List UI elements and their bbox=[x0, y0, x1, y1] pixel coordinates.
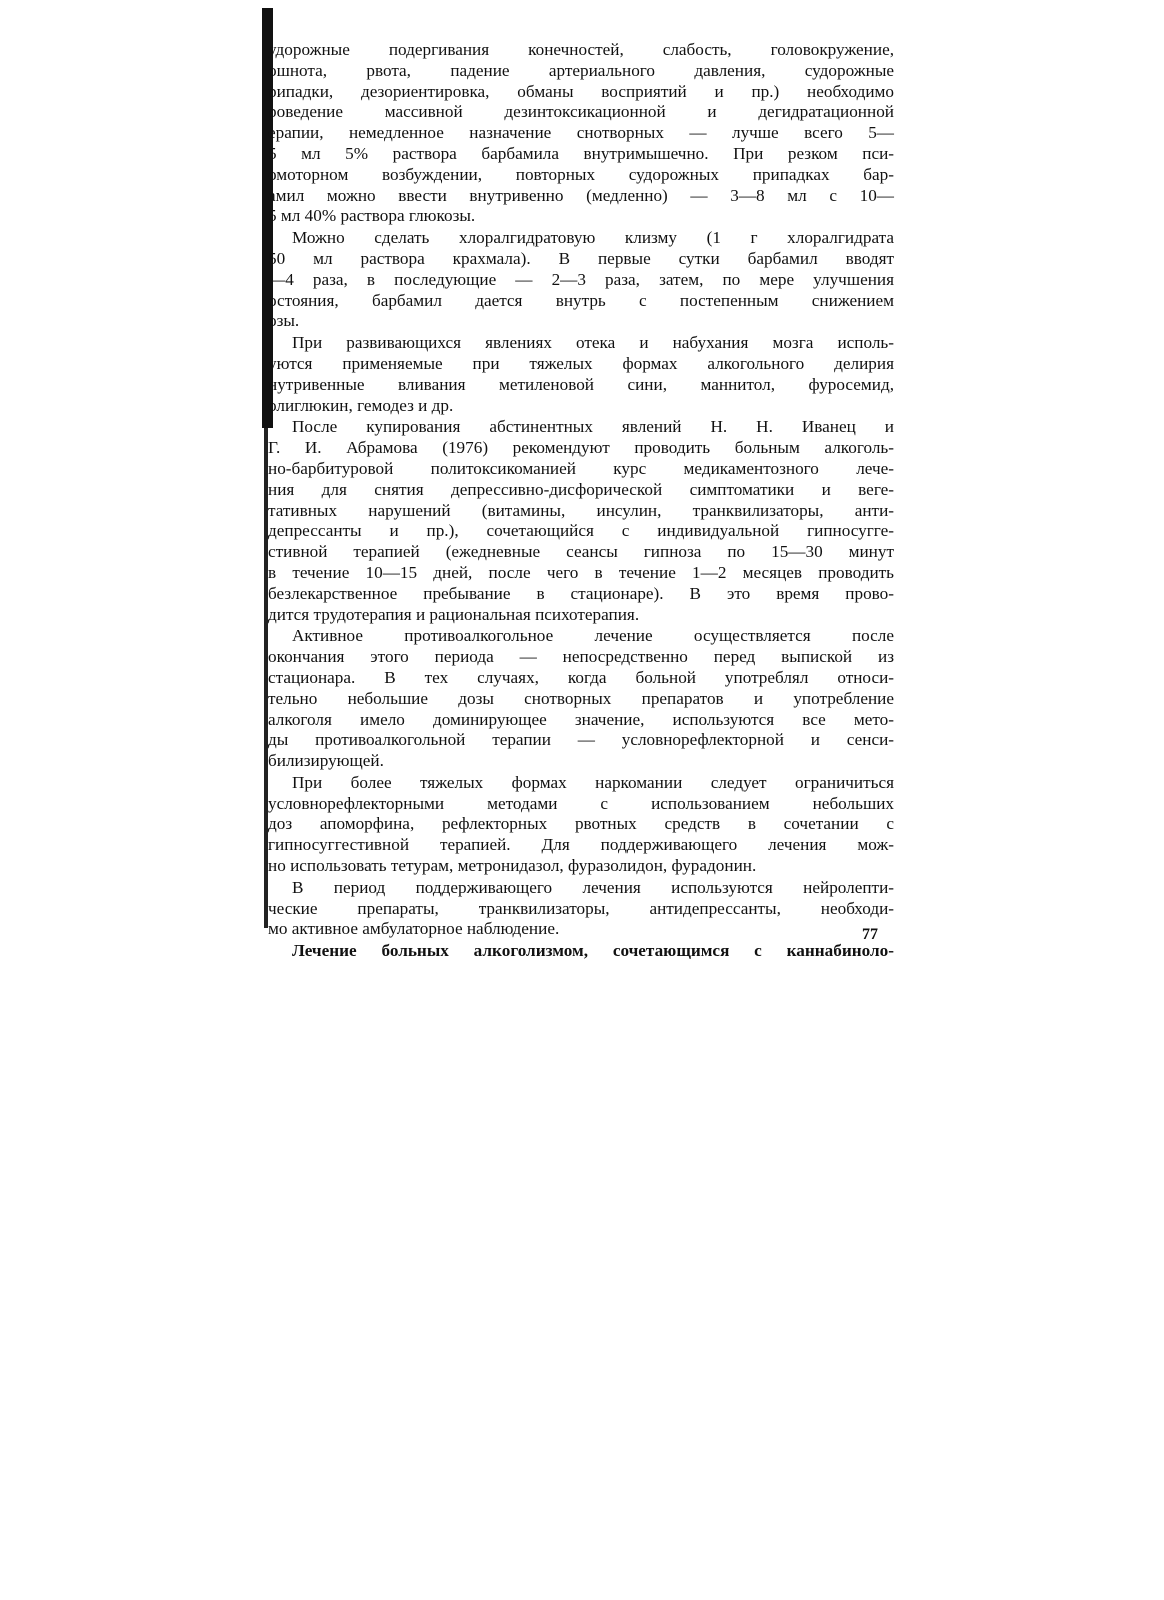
text-line: ерапии, немедленное назначение снотворных — лучше всего 5— bbox=[268, 123, 894, 143]
text-line: роведение массивной дезинтоксикационной и дегидратационной bbox=[268, 102, 894, 122]
paragraph bbox=[268, 228, 894, 332]
text-line: Г. И. Абрамова (1976) рекомендуют проводить больным алкоголь- bbox=[268, 438, 894, 458]
text-line: нутривенные вливания метиленовой сини, маннитол, фуросемид, bbox=[268, 374, 894, 394]
text-line: Активное противоалкогольное лечение осуществляется после bbox=[292, 626, 894, 646]
paragraph bbox=[268, 333, 894, 416]
paragraph bbox=[268, 626, 894, 772]
text-line: В период поддерживающего лечения используются нейролепти- bbox=[292, 877, 894, 897]
text-line: условнорефлекторными методами с использованием небольших bbox=[268, 793, 894, 813]
text-line: 5 мл 40% раствора глюкозы. bbox=[268, 206, 476, 226]
text-line: ческие препараты, транквилизаторы, антидепрессанты, необходи- bbox=[268, 898, 894, 918]
section-heading-line: Лечение больных алкоголизмом, сочетающимся с каннабиноло- bbox=[292, 941, 894, 961]
text-line: алкоголя имело доминирующее значение, используются все мето- bbox=[268, 709, 894, 729]
text-line: остояния, барбамил дается внутрь с постепенным снижением bbox=[268, 290, 894, 310]
text-line: При развивающихся явлениях отека и набухания мозга исполь- bbox=[292, 333, 894, 353]
text-line: билизирующей. bbox=[268, 751, 384, 771]
text-line: тельно небольшие дозы снотворных препаратов и употребление bbox=[268, 688, 894, 708]
text-line: После купирования абстинентных явлений Н. Н. Иванец и bbox=[292, 417, 894, 437]
text-line: стивной терапией (ежедневные сеансы гипноза по 15—30 минут bbox=[268, 542, 894, 562]
text-line: но использовать тетурам, метронидазол, фуразолидон, фурадонин. bbox=[268, 856, 757, 876]
text-line: гипносуггестивной терапией. Для поддерживающего лечения мож- bbox=[268, 835, 894, 855]
text-line: озы. bbox=[268, 311, 300, 331]
text-line: ды противоалкогольной терапии — условнорефлекторной и сенси- bbox=[268, 730, 894, 750]
text-line: в течение 10—15 дней, после чего в течение 1—2 месяцев проводить bbox=[268, 562, 894, 582]
paragraph bbox=[268, 773, 894, 877]
paragraph bbox=[268, 878, 894, 940]
text-line: безлекарственное пребывание в стационаре). В это время прово- bbox=[268, 583, 894, 603]
text-line: ошнота, рвота, падение артериального давления, судорожные bbox=[268, 60, 894, 80]
text-line: окончания этого периода — непосредственно перед выпиской из bbox=[268, 647, 894, 667]
text-line: но-барбитуровой политоксикоманией курс медикаментозного лече- bbox=[268, 458, 894, 478]
text-line: тативных нарушений (витамины, инсулин, транквилизаторы, анти- bbox=[268, 500, 894, 520]
text-line: —4 раза, в последующие — 2—3 раза, затем, по мере улучшения bbox=[268, 269, 894, 289]
text-line: удорожные подергивания конечностей, слабость, головокружение, bbox=[268, 40, 894, 59]
text-line: 50 мл раствора крахмала). В первые сутки барбамил вводят bbox=[268, 248, 894, 268]
paragraph bbox=[268, 40, 894, 227]
text-line: Можно сделать хлоралгидратовую клизму (1 г хлоралгидрата bbox=[292, 228, 894, 248]
text-line: депрессанты и пр.), сочетающийся с индивидуальной гипносугге- bbox=[268, 521, 894, 541]
text-line: доз апоморфина, рефлекторных рвотных средств в сочетании с bbox=[268, 814, 894, 834]
text-line: 5 мл 5% раствора барбамила внутримышечно. При резком пси- bbox=[268, 143, 894, 163]
text-line: ния для снятия депрессивно-дисфорической симптоматики и веге- bbox=[268, 479, 894, 499]
text-line: дится трудотерапия и рациональная психотерапия. bbox=[268, 604, 640, 624]
text-line: олиглюкин, гемодез и др. bbox=[268, 395, 454, 415]
text-line: уются применяемые при тяжелых формах алкогольного делирия bbox=[268, 353, 894, 373]
text-line: рипадки, дезориентировка, обманы восприятий и пр.) необходимо bbox=[268, 81, 894, 101]
text-line: мо активное амбулаторное наблюдение. bbox=[268, 919, 560, 939]
text-line: При более тяжелых формах наркомании следует ограничиться bbox=[292, 772, 894, 792]
page-number: 77 bbox=[862, 926, 878, 943]
text-line: стационара. В тех случаях, когда больной употреблял относи- bbox=[268, 667, 894, 687]
text-line: амил можно ввести внутривенно (медленно) — 3—8 мл с 10— bbox=[268, 185, 894, 205]
body-text bbox=[268, 40, 894, 962]
text-line: омоторном возбуждении, повторных судорожных припадках бар- bbox=[268, 164, 894, 184]
paragraph bbox=[268, 417, 894, 625]
